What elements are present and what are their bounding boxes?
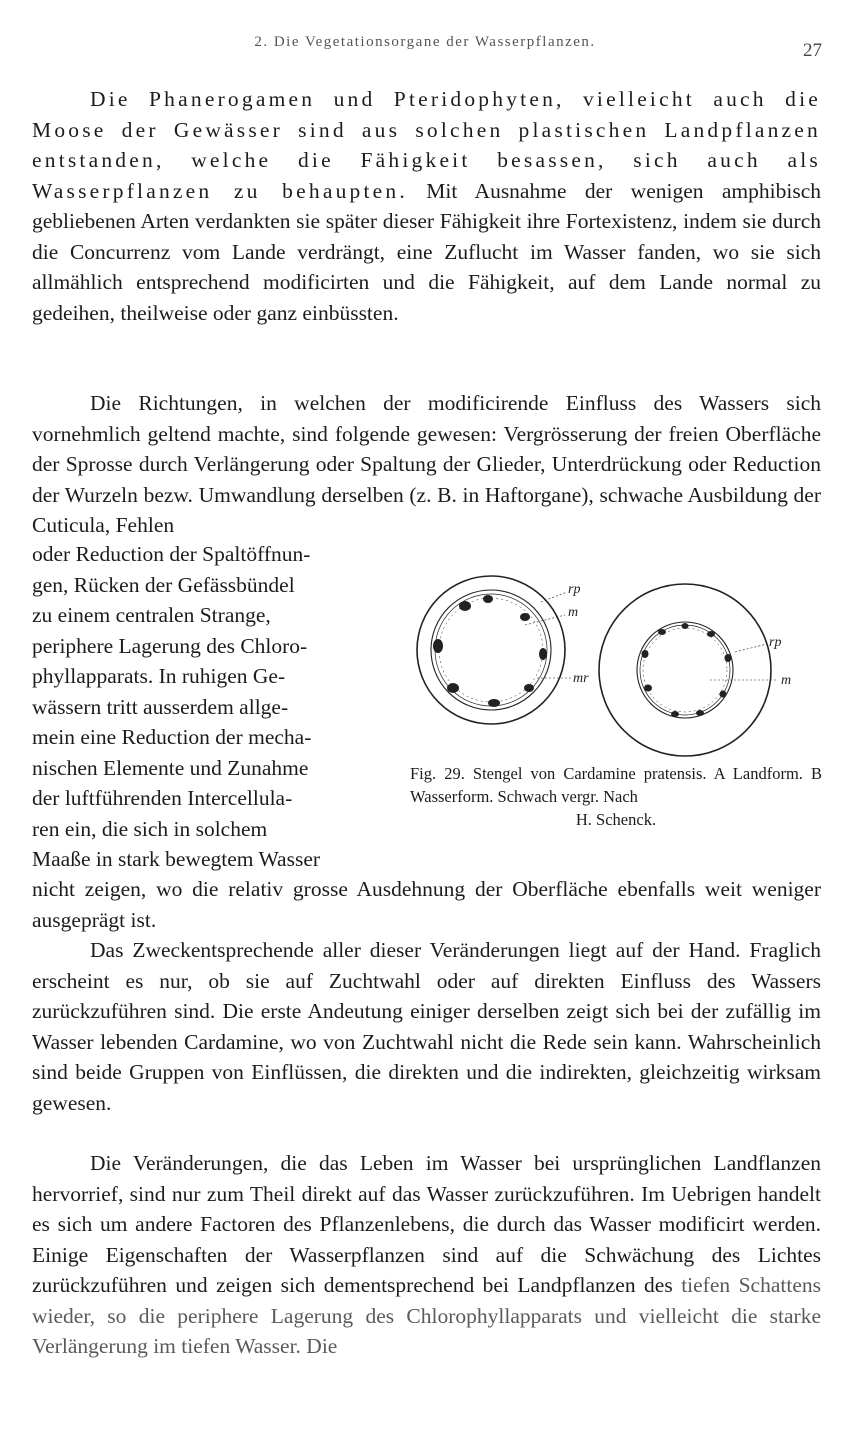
paragraph-4-text: Die Veränderungen, die das Leben im Wasser bei ursprünglichen Landflanzen hervorrief, sind nur zum Theil direkt auf das Wasser zurückzuführen. Im Uebrigen handelt es sich um andere Factoren des Pflanzenlebens, die durch das Wasser modificirt werden. Einige Eigenschaften der Wasserpflanzen sind auf die Schwächung des Lichtes zurückzuführen und zeigen sich dementsprechend bei Landpflanzen des xyxy=(32,1151,821,1297)
wrapped-line: nischen Elemente und Zunahme xyxy=(32,755,309,780)
paragraph-4 xyxy=(32,1148,821,1362)
cross-section-b-wasserform xyxy=(599,584,777,756)
wrapped-line: Maaße in stark bewegtem Wasser xyxy=(32,847,321,871)
cross-section-a-landform xyxy=(417,576,571,724)
wrapped-line: der luftführenden Intercellula- xyxy=(32,786,293,810)
label-m-a: m xyxy=(568,605,579,620)
label-m-b: m xyxy=(781,673,792,688)
figure-caption xyxy=(410,762,822,831)
wrapped-line: phyllapparats. In ruhigen Ge- xyxy=(32,664,286,688)
paragraph-4-faded-text: tiefen Schattens wieder, so die periphere Lagerung des Chlorophyllapparats und vielleicht die starke Verlängerung im tiefen Wasser. Die xyxy=(32,1273,821,1358)
label-rp-b: rp xyxy=(769,635,782,650)
stem-cross-section-illustration xyxy=(405,570,825,770)
label-mr-a: mr xyxy=(573,671,589,686)
paragraph-3: Das Zweckentsprechende aller dieser Veränderungen liegt auf der Hand. Fraglich erscheint es nur, ob sie auf Zuchtwahl oder auf direkten Einfluss des Wassers zurückzuführen sind. Die erste Andeutung einiger derselben zeigt sich bei der zufällig im Wasser lebenden Cardamine, wo von Zuchtwahl nicht die Rede sein kann. Wahrscheinlich sind beide Gruppen von Einflüssen, die direkten und die indirekten, gleichzeitig wirksam gewesen. xyxy=(32,938,821,1115)
wrapped-line: oder Reduction der Spaltöffnun- xyxy=(32,542,311,566)
paragraph-2-full-width: Die Richtungen, in welchen der modificirende Einfluss des Wassers sich vornehmlich geltend machte, sind folgende gewesen: Vergrösserung der freien Oberfläche der Sprosse durch Verlängerung oder Spaltung der Glieder, Unterdrückung oder Reduction der Wurzeln bezw. Umwandlung derselben (z. B. in Haftorgane), schwache Ausbildung der Cuticula, Fehlen xyxy=(32,391,821,537)
wrapped-line: mein eine Reduction der mecha- xyxy=(32,725,312,749)
wrapped-line: wässern tritt ausserdem allge- xyxy=(32,694,289,719)
wrapped-line: zu einem centralen Strange, xyxy=(32,603,271,627)
running-head: 2. Die Vegetationsorgane der Wasserpflanzen. xyxy=(254,34,596,50)
figure-caption-text: Fig. 29. Stengel von Cardamine pratensis. A Landform. B Wasserform. Schwach vergr. Nach xyxy=(410,764,822,806)
label-rp-a: rp xyxy=(568,582,581,597)
paragraph-2-end: nicht zeigen, wo die relativ grosse Ausdehnung der Oberfläche ebenfalls weit weniger ausgeprägt ist. xyxy=(32,877,821,932)
paragraph-1-text: Mit Ausnahme der wenigen amphibisch gebliebenen Arten verdankten sie später dieser Fähigkeit ihre Fortexistenz, indem sie durch die Concurrenz vom Lande verdrängt, eine Zuflucht im Wasser fanden, wo sie sich allmählich entsprechend modificirten und die Fähigkeit, auf dem Lande normal zu gedeihen, theilweise oder ganz einbüssten. xyxy=(32,178,822,325)
paragraph-1-spaced-text: Die Phanerogamen und Pteridophyten, vielleicht auch die Moose der Gewässer sind aus solchen plastischen Landpflanzen entstanden, welche die Fähigkeit besassen, sich auch als Wasserpflanzen zu behaupten. xyxy=(32,87,821,203)
paragraph-1 xyxy=(32,84,821,328)
page-number: 27 xyxy=(803,40,822,61)
wrapped-line: gen, Rücken der Gefässbündel xyxy=(32,572,295,597)
wrapped-line: ren ein, die sich in solchem xyxy=(32,816,268,841)
wrapped-line: periphere Lagerung des Chloro- xyxy=(32,633,308,658)
paragraph-2-wrapped-column xyxy=(32,539,382,875)
figure-caption-credit: H. Schenck. xyxy=(575,810,657,829)
